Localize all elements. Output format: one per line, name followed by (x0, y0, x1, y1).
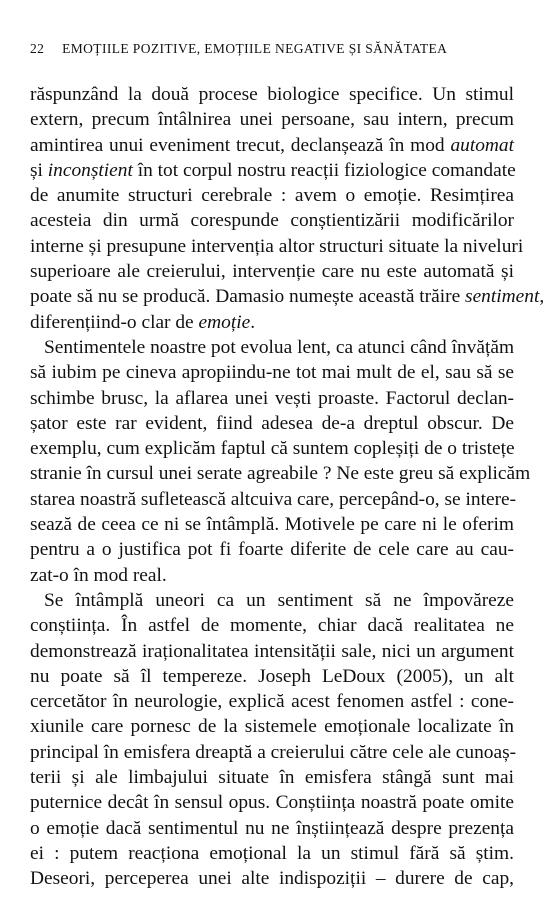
text-line: starea noastră sufletească altcuiva care, percepând-o, se intere- (30, 488, 517, 510)
running-title: EMOȚIILE POZITIVE, EMOȚIILE NEGATIVE ȘI SĂNĂTATEA (62, 41, 448, 56)
text-line: cercetător în neurologie, explică acest fenomen astfel : cone- (30, 691, 514, 713)
paragraph (30, 588, 517, 892)
text-line: xiunile care pornesc de la sistemele emoționale localizate în (30, 716, 514, 738)
text-line: ei : putem reacționa emoțional la un stimul fără să știm. (30, 842, 514, 864)
text-line: stranie în cursul unei serate agreabile ? Ne este greu să explicăm (30, 463, 531, 485)
text-line: acesteia din urmă corespunde conștientizării modificărilor (30, 210, 514, 232)
text-line: Sentimentele noastre pot evolua lent, ca atunci când învățăm (44, 336, 515, 358)
text-line: să iubim pe cineva apropiindu-ne tot mai mult de el, sau să se (30, 362, 514, 384)
text-line: extern, precum întâlnirea unei persoane, sau intern, precum (30, 109, 514, 131)
text-line: exemplu, cum explicăm faptul că suntem copleșiți de o tristețe (30, 438, 515, 460)
text-line: pentru a o justifica pot fi foarte diferite de cele care au cau- (30, 539, 514, 561)
text-line: puternice decât în sensul opus. Conștiința noastră poate omite (30, 792, 514, 814)
text-line: de anumite structuri cerebrale : avem o emoție. Resimțirea (30, 185, 514, 207)
paragraph (30, 82, 544, 335)
paragraph (30, 335, 531, 588)
text-line: răspunzând la două procese biologice specifice. Un stimul (30, 84, 514, 105)
text-line: sează de ceea ce ni se întâmplă. Motivele pe care ni le oferim (30, 514, 514, 536)
text-line: șator este rar evident, fiind adesea de-a dreptul obscur. De (30, 412, 514, 434)
text-line: zat-o în mod real. (30, 564, 167, 586)
body-text (30, 82, 544, 892)
running-header (30, 41, 447, 57)
text-line: interne și presupune intervenția altor structuri situate la niveluri (30, 235, 524, 257)
text-line: schimbe brusc, la aflarea unei vești proaste. Factorul declan- (30, 387, 514, 409)
text-line: diferențiind-o clar de emoție. (30, 311, 256, 333)
text-line: superioare ale creierului, intervenție care nu este automată și (30, 261, 514, 283)
text-line: o emoție dacă sentimentul nu ne înștiințează despre prezența (30, 817, 514, 839)
italic-term: automat (450, 134, 514, 156)
text-line: amintirea unui eveniment trecut, declanșează în mod automat (30, 134, 514, 156)
italic-term: inconștient (47, 159, 133, 181)
text-line: principal în emisfera dreaptă a creierului către cele ale cunoaș- (30, 741, 517, 763)
text-line: poate să nu se producă. Damasio numește această trăire sentiment, (30, 286, 544, 308)
italic-term: emoție (198, 311, 251, 333)
text-line: demonstrează iraționalitatea intensității sale, nici un argument (30, 640, 514, 662)
text-line: Se întâmplă uneori ca un sentiment să ne împovăreze (44, 589, 514, 611)
text-line: și inconștient în tot corpul nostru reacții fiziologice comandate (30, 159, 516, 181)
text-line: terii și ale limbajului situate în emisfera stângă sunt mai (30, 767, 514, 789)
text-line: Deseori, perceperea unei alte indispoziții – durere de cap, (30, 868, 514, 890)
page-number: 22 (30, 41, 45, 56)
text-line: conștiința. În astfel de momente, chiar dacă realitatea ne (30, 615, 514, 637)
italic-term: sentiment (465, 286, 540, 308)
text-line: nu poate să îl tempereze. Joseph LeDoux (2005), un alt (30, 665, 514, 687)
